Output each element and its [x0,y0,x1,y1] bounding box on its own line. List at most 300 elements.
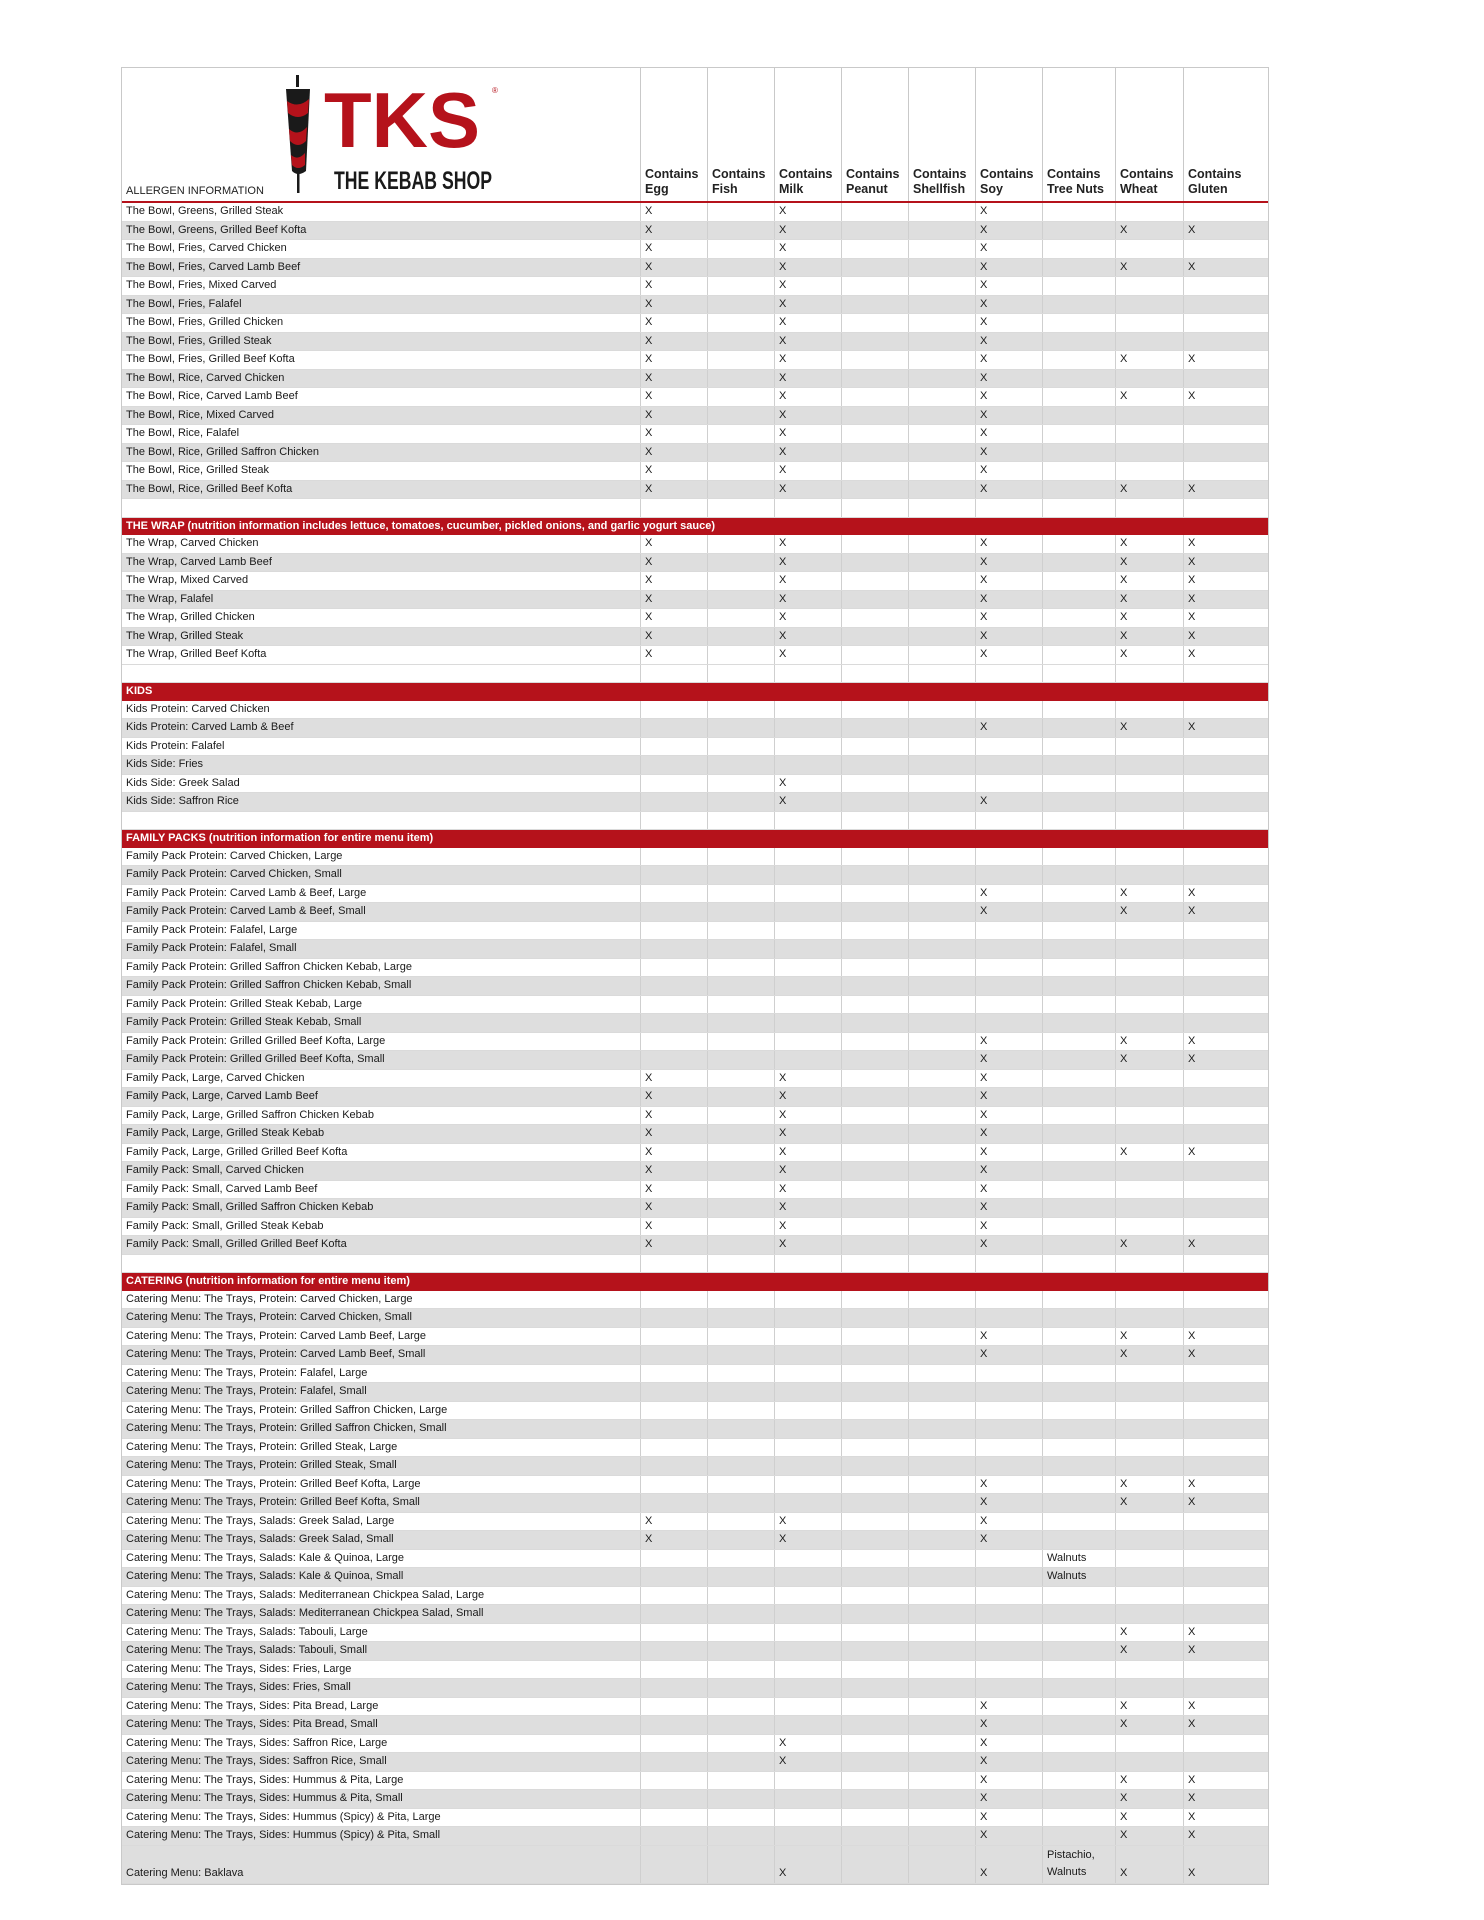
column-header-label: Contains Egg [645,167,699,196]
cell-wheat: X [1115,554,1183,572]
cell-shellfish [908,1088,975,1106]
cell-egg: X [640,1531,707,1549]
cell-tree-nuts [1042,1236,1115,1254]
cell-soy: X [975,1218,1042,1236]
cell-tree-nuts: Pistachio, Walnuts [1042,1846,1115,1883]
cell-fish [707,1790,774,1808]
cell-shellfish [908,1162,975,1180]
cell-milk [774,1790,841,1808]
cell-peanut [841,1624,908,1642]
table-row [122,1661,1268,1680]
cell-tree-nuts [1042,959,1115,977]
menu-item-name: Family Pack: Small, Carved Lamb Beef [126,1182,318,1195]
cell-egg: X [640,462,707,480]
table-row [122,1051,1268,1070]
cell-fish [707,1642,774,1660]
cell-milk [774,1642,841,1660]
cell-gluten [1183,793,1268,811]
cell-peanut [841,1568,908,1586]
empty-cell [640,1255,707,1273]
menu-item-name: Family Pack Protein: Grilled Steak Kebab, Large [126,997,363,1010]
cell-gluten [1183,1753,1268,1771]
cell-soy: X [975,1107,1042,1125]
cell-soy: X [975,609,1042,627]
cell-fish [707,296,774,314]
cell-peanut [841,1088,908,1106]
cell-shellfish [908,628,975,646]
cell-fish [707,1107,774,1125]
cell-tree-nuts [1042,1587,1115,1605]
table-row [122,333,1268,352]
cell-soy: X [975,240,1042,258]
cell-milk [774,1383,841,1401]
cell-shellfish [908,646,975,664]
cell-tree-nuts [1042,1328,1115,1346]
cell-milk [774,977,841,995]
cell-tree-nuts [1042,1346,1115,1364]
menu-item-name: The Bowl, Fries, Grilled Beef Kofta [126,353,295,365]
menu-item-name: Catering Menu: The Trays, Protein: Grilled Beef Kofta, Small [126,1496,420,1508]
menu-item-name: Kids Side: Saffron Rice [126,795,239,807]
cell-soy: X [975,277,1042,295]
cell-shellfish [908,333,975,351]
cell-fish [707,407,774,425]
cell-egg: X [640,1107,707,1125]
cell-shellfish [908,1624,975,1642]
empty-cell [774,665,841,683]
cell-milk: X [774,535,841,553]
table-row [122,1107,1268,1126]
cell-peanut [841,1107,908,1125]
cell-soy [975,1624,1042,1642]
cell-tree-nuts [1042,388,1115,406]
cell-soy [975,1420,1042,1438]
cell-wheat [1115,1513,1183,1531]
menu-item-name: Catering Menu: The Trays, Sides: Hummus & Pita, Large [126,1773,404,1786]
cell-fish [707,1605,774,1623]
cell-tree-nuts [1042,370,1115,388]
cell-soy: X [975,554,1042,572]
cell-peanut [841,1125,908,1143]
cell-wheat: X [1115,885,1183,903]
menu-item-name: Catering Menu: The Trays, Protein: Carved Lamb Beef, Large [126,1329,427,1342]
cell-fish [707,388,774,406]
table-row [122,1365,1268,1384]
cell-soy [975,1439,1042,1457]
cell-egg [640,996,707,1014]
cell-egg [640,1679,707,1697]
cell-wheat [1115,1402,1183,1420]
table-row [122,203,1268,222]
cell-soy: X [975,1772,1042,1790]
menu-item-name: The Wrap, Grilled Chicken [126,611,255,623]
cell-wheat [1115,922,1183,940]
cell-peanut [841,388,908,406]
cell-fish [707,1735,774,1753]
cell-tree-nuts [1042,903,1115,921]
cell-soy: X [975,203,1042,221]
menu-item-name: Kids Protein: Carved Chicken [126,702,270,715]
cell-fish [707,314,774,332]
cell-gluten [1183,756,1268,774]
cell-egg: X [640,1144,707,1162]
menu-item-name: The Bowl, Rice, Grilled Steak [126,464,270,476]
cell-soy: X [975,314,1042,332]
cell-gluten [1183,1420,1268,1438]
menu-item-name: Catering Menu: The Trays, Salads: Mediterranean Chickpea Salad, Small [126,1607,484,1619]
menu-item-name: Catering Menu: The Trays, Sides: Pita Bread, Large [126,1699,379,1712]
table-row [122,1291,1268,1310]
cell-fish [707,738,774,756]
cell-shellfish [908,1402,975,1420]
cell-milk: X [774,333,841,351]
cell-tree-nuts [1042,1513,1115,1531]
cell-shellfish [908,1181,975,1199]
tks-logo [272,71,502,197]
cell-shellfish [908,1716,975,1734]
cell-egg [640,1716,707,1734]
cell-milk: X [774,296,841,314]
cell-tree-nuts [1042,462,1115,480]
empty-cell [1183,665,1268,683]
cell-gluten: X [1183,1624,1268,1642]
cell-peanut [841,1162,908,1180]
cell-shellfish [908,351,975,369]
cell-gluten [1183,444,1268,462]
cell-tree-nuts [1042,1088,1115,1106]
cell-milk [774,1827,841,1845]
table-row [122,775,1268,794]
empty-cell [1183,812,1268,830]
cell-gluten [1183,1181,1268,1199]
cell-peanut [841,1698,908,1716]
cell-wheat [1115,296,1183,314]
cell-egg: X [640,259,707,277]
empty-cell [707,665,774,683]
cell-wheat [1115,1420,1183,1438]
cell-tree-nuts [1042,1624,1115,1642]
empty-cell [640,812,707,830]
cell-egg [640,756,707,774]
table-row [122,977,1268,996]
cell-gluten: X [1183,1346,1268,1364]
menu-item-name: Catering Menu: The Trays, Sides: Fries, Large [126,1662,352,1675]
cell-milk: X [774,591,841,609]
menu-item-name: The Bowl, Rice, Carved Chicken [126,371,285,384]
cell-soy: X [975,1716,1042,1734]
cell-egg: X [640,296,707,314]
cell-peanut [841,1753,908,1771]
cell-tree-nuts [1042,1070,1115,1088]
cell-egg: X [640,1513,707,1531]
cell-milk [774,1476,841,1494]
cell-milk [774,1550,841,1568]
cell-wheat: X [1115,1476,1183,1494]
empty-cell [908,665,975,683]
cell-egg: X [640,351,707,369]
empty-cell [841,665,908,683]
menu-item-name: The Bowl, Greens, Grilled Beef Kofta [126,223,307,236]
cell-peanut [841,1402,908,1420]
cell-fish [707,1309,774,1327]
cell-tree-nuts [1042,1661,1115,1679]
cell-milk [774,1033,841,1051]
cell-wheat [1115,1309,1183,1327]
cell-fish [707,1457,774,1475]
cell-milk [774,1309,841,1327]
cell-soy: X [975,259,1042,277]
cell-fish [707,277,774,295]
table-row [122,1457,1268,1476]
cell-milk: X [774,259,841,277]
cell-peanut [841,1439,908,1457]
cell-egg: X [640,1181,707,1199]
cell-milk: X [774,425,841,443]
empty-cell [908,1255,975,1273]
cell-shellfish [908,462,975,480]
section-header [122,518,1268,536]
cell-milk: X [774,1531,841,1549]
table-row [122,1328,1268,1347]
cell-milk [774,1014,841,1032]
cell-shellfish [908,1679,975,1697]
cell-gluten: X [1183,1827,1268,1845]
cell-soy: X [975,719,1042,737]
cell-egg: X [640,203,707,221]
table-header [122,68,1268,203]
cell-milk [774,1568,841,1586]
cell-milk [774,1716,841,1734]
cell-gluten [1183,940,1268,958]
cell-shellfish [908,1698,975,1716]
cell-soy: X [975,1125,1042,1143]
cell-shellfish [908,701,975,719]
cell-milk: X [774,1218,841,1236]
menu-item-name: Catering Menu: The Trays, Protein: Grilled Saffron Chicken, Small [126,1422,447,1434]
cell-gluten: X [1183,1642,1268,1660]
table-row [122,1476,1268,1495]
cell-milk: X [774,1735,841,1753]
cell-fish [707,996,774,1014]
table-row [122,1846,1268,1884]
section-title: KIDS [126,685,153,697]
cell-fish [707,370,774,388]
cell-shellfish [908,1291,975,1309]
cell-peanut [841,277,908,295]
cell-milk [774,1624,841,1642]
cell-milk: X [774,628,841,646]
cell-shellfish [908,1365,975,1383]
cell-peanut [841,848,908,866]
cell-milk: X [774,554,841,572]
cell-soy [975,922,1042,940]
cell-shellfish [908,240,975,258]
cell-soy: X [975,1846,1042,1883]
cell-wheat [1115,407,1183,425]
menu-item-name: Catering Menu: The Trays, Protein: Falafel, Large [126,1366,368,1379]
cell-gluten: X [1183,1328,1268,1346]
cell-milk [774,996,841,1014]
cell-egg [640,922,707,940]
cell-fish [707,1162,774,1180]
empty-cell [1042,812,1115,830]
cell-wheat [1115,1383,1183,1401]
cell-wheat [1115,370,1183,388]
cell-gluten [1183,1291,1268,1309]
cell-peanut [841,296,908,314]
table-row [122,628,1268,647]
cell-fish [707,1550,774,1568]
cell-shellfish [908,793,975,811]
cell-shellfish [908,609,975,627]
cell-egg [640,1827,707,1845]
menu-item-name: Catering Menu: The Trays, Salads: Kale & Quinoa, Large [126,1551,405,1564]
cell-shellfish [908,1550,975,1568]
cell-wheat [1115,940,1183,958]
cell-egg: X [640,628,707,646]
section-title: CATERING (nutrition information for entire menu item) [126,1275,410,1287]
cell-gluten [1183,1605,1268,1623]
cell-soy: X [975,885,1042,903]
table-row [122,885,1268,904]
cell-wheat [1115,1679,1183,1697]
cell-gluten [1183,1014,1268,1032]
cell-wheat: X [1115,222,1183,240]
cell-egg: X [640,444,707,462]
cell-milk [774,719,841,737]
cell-wheat [1115,1735,1183,1753]
cell-fish [707,1624,774,1642]
table-row [122,277,1268,296]
cell-egg [640,1698,707,1716]
menu-item-name: Catering Menu: The Trays, Protein: Carved Chicken, Small [126,1311,412,1323]
spacer-row [122,1255,1268,1274]
cell-egg: X [640,572,707,590]
cell-gluten [1183,848,1268,866]
empty-cell [1115,812,1183,830]
cell-shellfish [908,277,975,295]
table-row [122,240,1268,259]
cell-milk: X [774,407,841,425]
empty-cell [1115,499,1183,517]
cell-fish [707,1383,774,1401]
cell-gluten [1183,922,1268,940]
cell-soy [975,940,1042,958]
cell-shellfish [908,848,975,866]
table-row [122,1033,1268,1052]
column-header-wheat [1115,68,1184,201]
menu-item-name: Family Pack, Large, Carved Chicken [126,1071,305,1084]
column-header-label: Contains Wheat [1120,167,1174,196]
cell-fish [707,1125,774,1143]
cell-milk: X [774,1513,841,1531]
cell-soy: X [975,481,1042,499]
table-row [122,1014,1268,1033]
cell-peanut [841,1420,908,1438]
cell-gluten: X [1183,388,1268,406]
cell-soy: X [975,793,1042,811]
table-row [122,462,1268,481]
menu-item-name: Catering Menu: The Trays, Salads: Tabouli, Small [126,1644,368,1656]
cell-tree-nuts [1042,277,1115,295]
cell-fish [707,1181,774,1199]
cell-soy [975,701,1042,719]
cell-shellfish [908,1218,975,1236]
cell-peanut [841,535,908,553]
cell-wheat [1115,756,1183,774]
cell-tree-nuts [1042,628,1115,646]
cell-soy [975,1587,1042,1605]
column-header-label: Contains Shellfish [913,167,967,196]
cell-shellfish [908,719,975,737]
cell-tree-nuts [1042,1365,1115,1383]
cell-tree-nuts [1042,554,1115,572]
table-row [122,848,1268,867]
cell-milk: X [774,1144,841,1162]
cell-gluten [1183,1402,1268,1420]
cell-fish [707,1199,774,1217]
cell-fish [707,1218,774,1236]
cell-tree-nuts [1042,1218,1115,1236]
cell-milk: X [774,1088,841,1106]
table-row [122,996,1268,1015]
cell-peanut [841,756,908,774]
empty-cell [774,812,841,830]
cell-shellfish [908,444,975,462]
cell-soy [975,866,1042,884]
cell-wheat: X [1115,388,1183,406]
cell-soy [975,1642,1042,1660]
cell-milk [774,885,841,903]
cell-milk: X [774,1070,841,1088]
cell-egg [640,1642,707,1660]
cell-gluten [1183,203,1268,221]
menu-item-name: The Bowl, Rice, Grilled Beef Kofta [126,482,293,495]
table-row [122,1218,1268,1237]
cell-milk: X [774,572,841,590]
cell-fish [707,646,774,664]
cell-peanut [841,1291,908,1309]
cell-egg [640,977,707,995]
cell-milk [774,1494,841,1512]
cell-peanut [841,1365,908,1383]
cell-tree-nuts [1042,1439,1115,1457]
cell-soy: X [975,1181,1042,1199]
cell-soy [975,977,1042,995]
cell-gluten: X [1183,554,1268,572]
cell-fish [707,462,774,480]
empty-cell [707,499,774,517]
table-row [122,1402,1268,1421]
menu-item-name: Family Pack Protein: Carved Chicken, Small [126,868,342,880]
table-row [122,222,1268,241]
cell-peanut [841,1513,908,1531]
cell-egg: X [640,222,707,240]
cell-egg: X [640,1125,707,1143]
menu-item-name: The Bowl, Fries, Grilled Chicken [126,316,284,328]
cell-peanut [841,1735,908,1753]
cell-egg [640,959,707,977]
cell-tree-nuts [1042,940,1115,958]
cell-milk [774,1346,841,1364]
cell-wheat [1115,1014,1183,1032]
menu-item-name: Family Pack: Small, Grilled Steak Kebab [126,1219,324,1232]
cell-wheat: X [1115,535,1183,553]
cell-shellfish [908,1494,975,1512]
column-header-label: Contains Fish [712,167,766,196]
cell-egg [640,1346,707,1364]
cell-fish [707,1088,774,1106]
